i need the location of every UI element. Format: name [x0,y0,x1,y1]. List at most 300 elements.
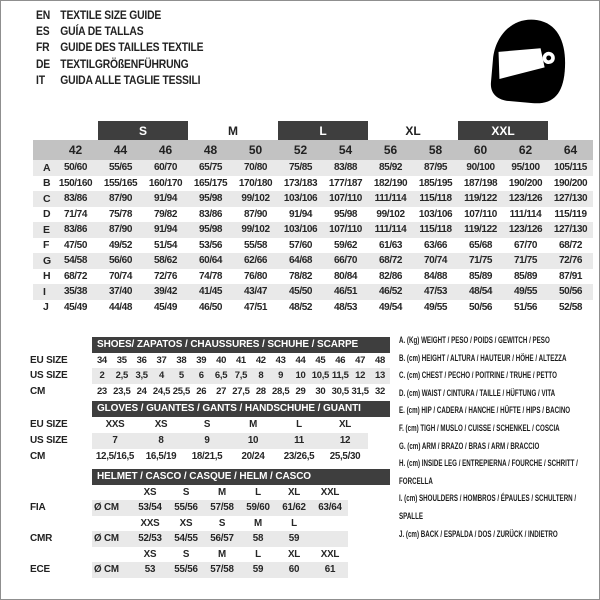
measurement-value: 71/75 [514,255,538,267]
measurement-row-label: F [43,239,50,252]
diameter-unit-label [92,547,132,563]
shoes-value: 26 [196,385,207,397]
measurement-value: 87/90 [244,208,268,220]
measurement-row [33,191,593,207]
measurement-value: 83/86 [199,208,223,220]
measurement-value: 46/51 [334,286,358,298]
helmet-value [312,516,348,532]
measurement-value: 74/78 [199,270,223,282]
numeric-size-header-row [33,140,593,160]
gloves-value: 12 [339,435,351,446]
measurement-value: 127/130 [553,224,588,236]
measurement-value: 50/56 [559,286,583,298]
measurement-value: 190/200 [553,177,588,189]
language-code: EN [36,10,51,23]
measurement-value: 75/85 [289,162,313,174]
measurement-legend [399,332,599,543]
legend-entry: G. (cm) ARM / BRAZO / BRAS / ARM / BRACCIO [399,440,540,451]
measurement-value: 41/45 [199,286,223,298]
group-spacer [548,121,593,140]
helmet-value: 61 [324,564,336,576]
shoes-value: 35 [116,354,127,366]
shoes-value: 37 [156,354,167,366]
shoes-value: 23 [96,385,107,397]
measurement-value: 123/126 [508,224,543,236]
measurement-value: 70/80 [244,162,268,174]
legend-entry: C. (cm) CHEST / PECHO / POITRINE / TRUHE / PETTO [399,370,557,381]
diameter-unit-label: Ø CM [94,533,119,545]
helmet-value: 53/54 [138,502,162,514]
measurement-value: 115/118 [419,193,452,205]
measurement-value: 190/200 [508,177,543,189]
helmet-value: XL [287,548,301,560]
measurement-value: 127/130 [553,193,588,205]
measurement-value: 79/82 [153,208,178,220]
shoes-value: 45 [315,354,326,366]
shoes-value: 47 [355,354,366,366]
helmet-value: M [218,548,226,560]
measurement-value: 107/110 [464,208,497,220]
shoes-value: 10,5 [311,370,330,382]
measurement-value: 75/78 [108,208,133,220]
measurement-value: 170/180 [238,177,273,189]
measurement-value: 47/53 [424,286,448,298]
shoes-value: 24 [136,385,147,397]
numeric-size-label: 44 [98,140,143,160]
measurement-row [33,176,593,192]
gloves-size-section [30,401,390,465]
measurement-value: 76/80 [244,270,268,282]
title-spacer [30,401,92,417]
gloves-value: XL [339,419,351,430]
measurement-value: 95/98 [199,224,223,236]
measurement-value: 53/56 [199,239,223,251]
language-code: ES [36,26,50,39]
measurement-value: 83/86 [63,193,88,205]
measurement-value: 177/187 [328,177,363,189]
legend-entry: B. (cm) HEIGHT / ALTURA / HAUTEUR / HÖHE / ALTEZZA [399,352,567,363]
shoes-value: 38 [176,354,187,366]
helmet-value: XXL [320,548,340,560]
helmet-value: XS [143,486,157,498]
language-title-row [36,57,203,73]
row-label: EU SIZE [30,354,68,366]
measurement-row [33,238,593,254]
shoes-value: 3,5 [135,370,148,382]
measurement-value: 49/54 [379,301,403,313]
helmet-value: M [254,517,262,529]
size-group-m: M [228,123,239,138]
measurement-value: 87/90 [108,224,133,236]
measurement-value: 103/106 [283,193,318,205]
shoes-value: 44 [295,354,306,366]
measurement-value: 64/68 [289,255,313,267]
numeric-size-label: 46 [143,140,188,160]
row-label: US SIZE [30,435,68,446]
helmet-value: XXS [140,517,160,529]
helmet-row [92,500,390,516]
shoes-value: 25,5 [172,385,191,397]
helmet-value: 55/56 [174,502,198,514]
row-label: EU SIZE [30,419,68,430]
language-code: FR [36,42,50,55]
measurement-value: 115/119 [554,208,587,220]
measurement-value: 72/76 [153,270,178,282]
numeric-size-label: 42 [53,140,98,160]
helmet-table-title: HELMET / CASCO / CASQUE / HELM / CASCO [92,469,390,485]
shoes-value: 28 [255,385,266,397]
measurement-row [33,222,593,238]
standard-label [30,485,92,501]
measurement-value: 55/58 [244,239,268,251]
measurement-value: 82/86 [379,270,403,282]
size-group-xl: XL [405,123,421,138]
measurement-value: 56/60 [108,255,133,267]
shoes-value: 4 [159,370,164,382]
shoes-value: 42 [255,354,266,366]
measurement-value: 119/122 [464,193,497,205]
numeric-size-label: 50 [233,140,278,160]
helmet-row [92,531,390,547]
shoes-value: 40 [216,354,227,366]
legend-entry: E. (cm) HIP / CADERA / HANCHE / HÜFTE / HIPS / BACINO [399,405,571,416]
gloves-row [92,449,390,465]
measurement-value: 44/48 [108,301,133,313]
shoes-value: 32 [375,385,385,397]
shoes-value: 31,5 [351,385,369,397]
shoes-value: 48 [375,354,385,366]
measurement-value: 95/100 [511,162,540,174]
measurement-value: 111/114 [374,224,407,236]
measurement-row [33,207,593,223]
gloves-value: L [296,419,302,430]
numeric-size-label: 58 [413,140,458,160]
measurement-row-label: J [43,301,49,314]
helmet-row [92,516,390,532]
measurement-value: 50/60 [63,162,88,174]
measurement-value: 47/51 [244,301,268,313]
helmet-value: 56/57 [210,533,234,545]
shoes-value: 13 [375,370,385,382]
measurement-value: 115/118 [419,224,452,236]
measurement-value: 99/102 [241,224,270,236]
title-spacer [30,469,92,485]
measurement-value: 99/102 [241,193,270,205]
shoes-table-title: SHOES/ ZAPATOS / CHAUSSURES / SCHUHE / SCARPE [92,337,390,353]
numeric-size-label: 62 [503,140,548,160]
measurement-value: 85/89 [469,270,493,282]
shoes-value: 41 [235,354,246,366]
measurement-row [33,253,593,269]
measurement-value: 70/74 [424,255,448,267]
measurement-value: 49/55 [424,301,448,313]
measurement-value: 160/170 [148,177,183,189]
row-label: CM [30,385,46,397]
shoes-value: 28,5 [272,385,290,397]
measurement-value: 72/76 [559,255,583,267]
gloves-value: 25,5/30 [329,451,361,462]
helmet-row [92,562,390,578]
measurement-value: 55/65 [108,162,133,174]
standard-label [30,516,92,532]
measurement-value: 46/50 [199,301,223,313]
measurement-value: 39/42 [153,286,178,298]
shoes-value: 30,5 [331,385,349,397]
standard-label: ECE [30,564,50,576]
helmet-size-section [30,469,390,578]
shoes-size-section [30,337,390,399]
gloves-value: 20/24 [241,451,265,462]
language-code: DE [36,58,51,71]
measurement-value: 105/115 [554,162,587,174]
language-title: GUIDA ALLE TAGLIE TESSILI [60,74,201,87]
measurement-value: 59/62 [334,239,358,251]
row-label: CM [30,451,46,462]
measurement-value: 103/106 [418,208,453,220]
language-title: GUIDE DES TAILLES TEXTILE [60,42,204,55]
helmet-icon [487,17,569,105]
legend-entry: I. (cm) SHOULDERS / HOMBROS / ÉPAULES / SCHULTERN / SPALLE [399,493,577,521]
measurement-value: 66/70 [334,255,358,267]
diameter-unit-label: Ø CM [94,502,119,514]
shoes-value: 12 [355,370,366,382]
measurement-value: 35/38 [63,286,88,298]
shoes-value: 7,5 [234,370,248,382]
shoes-value: 27,5 [232,385,250,397]
standard-label: FIA [30,502,46,514]
helmet-value: S [182,486,190,498]
measurement-row-label: H [43,270,51,283]
measurement-value: 91/94 [153,193,178,205]
measurement-row [33,284,593,300]
gloves-table [92,401,390,465]
helmet-value: 60 [288,564,300,576]
shoes-table [92,337,390,399]
gloves-value: 7 [112,435,118,446]
numeric-size-label: 48 [188,140,233,160]
shoes-value: 9 [278,370,284,382]
measurement-value: 78/82 [289,270,313,282]
language-title: GUÍA DE TALLAS [60,26,144,39]
size-group-l: L [278,121,368,140]
diameter-unit-label [92,485,132,501]
helmet-value: 59/60 [246,502,270,514]
shoes-row-labels [30,337,92,399]
numeric-size-label: 64 [548,140,593,160]
helmet-value: 55/56 [174,564,198,576]
legend-entry: A. (Kg) WEIGHT / PESO / POIDS / GEWITCH / PESO [399,335,550,345]
size-header-spacer [33,140,53,160]
helmet-value: 58 [252,533,264,545]
measurement-value: 150/160 [58,177,93,189]
measurement-value: 46/52 [379,286,403,298]
gloves-row [92,433,390,449]
helmet-value: S [218,517,226,529]
measurement-value: 57/60 [289,239,313,251]
shoes-row [92,384,390,400]
language-title-row [36,40,203,56]
gloves-value: XS [154,419,168,430]
measurement-value: 111/114 [509,208,542,220]
gloves-value: 12,5/16,5 [95,451,135,462]
measurement-value: 51/56 [514,301,538,313]
measurement-row [33,160,593,176]
shoes-value: 8 [258,370,264,382]
helmet-value: 57/58 [210,564,234,576]
measurement-value: 87/90 [108,193,133,205]
measurement-row-label: E [43,223,51,236]
language-title-row [36,8,203,24]
shoes-value: 34 [96,354,107,366]
helmet-value: 57/58 [210,502,234,514]
numeric-size-label: 52 [278,140,323,160]
gloves-value: S [203,419,211,430]
gloves-table-title: GLOVES / GUANTES / GANTS / HANDSCHUHE / GUANTI [92,401,390,417]
measurement-value: 61/63 [379,239,403,251]
legend-entry: J. (cm) BACK / ESPALDA / DOS / ZURÜCK / INDIETRO [399,528,558,539]
measurement-value: 48/54 [469,286,493,298]
helmet-row-labels [30,469,92,578]
gloves-value: 8 [158,435,164,446]
measurement-value: 87/91 [559,270,583,282]
size-group-s: S [98,121,188,140]
measurement-row-label: I [43,285,46,298]
helmet-table [92,469,390,578]
measurement-value: 155/165 [103,177,138,189]
measurement-value: 85/89 [514,270,538,282]
legend-entry: D. (cm) WAIST / CINTURA / TAILLE / HÜFTUNG / VITA [399,387,556,398]
measurement-row-label: G [43,254,52,267]
measurement-value: 119/122 [464,224,497,236]
measurement-value: 49/55 [514,286,538,298]
measurement-value: 45/50 [289,286,313,298]
measurement-value: 58/62 [153,255,178,267]
measurement-value: 60/64 [199,255,223,267]
size-group-xxl: XXL [458,121,548,140]
measurement-value: 48/52 [289,301,313,313]
shoes-value: 27 [216,385,227,397]
helmet-value: 59 [252,564,264,576]
measurement-value: 107/110 [329,224,362,236]
measurement-value: 91/94 [153,224,178,236]
helmet-value: 54/55 [174,533,198,545]
shoes-value: 39 [196,354,207,366]
helmet-value: M [218,486,226,498]
measurement-value: 71/75 [469,255,493,267]
language-code: IT [36,74,45,87]
measurement-rows [33,160,593,315]
row-label: US SIZE [30,370,68,382]
gloves-value: 16,5/19 [145,451,177,462]
measurement-value: 62/66 [244,255,268,267]
language-title-list [36,8,203,89]
measurement-value: 182/190 [373,177,408,189]
helmet-value: 52/53 [138,533,162,545]
measurement-value: 84/88 [424,270,448,282]
measurement-value: 71/74 [63,208,88,220]
measurement-row [33,269,593,285]
measurement-value: 83/86 [63,224,88,236]
gloves-row-labels [30,401,92,465]
measurement-value: 95/98 [199,193,223,205]
measurement-row-label: B [43,177,51,190]
measurement-value: 185/195 [418,177,453,189]
diameter-unit-label: Ø CM [94,564,119,576]
helmet-value: 53 [144,564,156,576]
helmet-value: L [255,486,261,498]
shoes-value: 2 [99,370,105,382]
measurement-value: 99/102 [376,208,405,220]
helmet-value: 63/64 [318,502,342,514]
shoes-value: 30 [315,385,326,397]
measurement-value: 87/95 [424,162,448,174]
shoes-value: 46 [335,354,346,366]
measurement-value: 51/54 [153,239,178,251]
helmet-row [92,485,390,501]
helmet-value: 59 [288,533,300,545]
language-title-row [36,24,203,40]
measurement-value: 90/100 [466,162,495,174]
language-title-row [36,73,203,89]
measurement-value: 187/198 [463,177,498,189]
shoes-value: 5 [178,370,184,382]
measurement-value: 47/50 [63,239,88,251]
measurement-value: 65/75 [199,162,223,174]
size-group-header-row [33,121,593,140]
measurement-row [33,300,593,316]
measurement-value: 95/98 [334,208,358,220]
measurement-value: 85/92 [379,162,403,174]
helmet-value: XS [179,517,193,529]
measurement-value: 111/114 [374,193,407,205]
helmet-value: S [182,548,190,560]
shoes-value: 6 [198,370,204,382]
group-spacer [33,121,98,140]
gloves-value: 9 [204,435,210,446]
measurement-value: 49/52 [108,239,133,251]
numeric-size-label: 56 [368,140,413,160]
measurement-value: 70/74 [108,270,133,282]
language-title: TEXTILE SIZE GUIDE [60,10,162,23]
shoes-value: 11,5 [331,370,349,382]
numeric-size-label: 60 [458,140,503,160]
shoes-value: 24,5 [152,385,171,397]
language-title: TEXTILGRÖßENFÜHRUNG [60,58,189,71]
shoes-value: 36 [136,354,147,366]
legend-entry: F. (cm) TIGH / MUSLO / CUISSE / SCHENKEL / COSCIA [399,422,560,433]
measurement-value: 48/53 [334,301,358,313]
measurement-value: 68/72 [63,270,88,282]
measurement-value: 173/183 [283,177,318,189]
measurement-value: 67/70 [514,239,538,251]
measurement-value: 37/40 [108,286,133,298]
measurement-value: 54/58 [63,255,88,267]
measurement-value: 103/106 [283,224,318,236]
shoes-row [92,353,390,369]
standard-label: CMR [30,533,53,545]
measurement-value: 45/49 [63,301,88,313]
measurement-value: 45/49 [153,301,178,313]
gloves-value: XXS [105,419,125,430]
measurement-row-label: D [43,208,51,221]
helmet-value: XS [143,548,157,560]
measurement-value: 43/47 [244,286,268,298]
shoes-value: 43 [275,354,286,366]
helmet-value: 61/62 [282,502,306,514]
gloves-value: 10 [247,435,259,446]
textile-size-table [33,121,593,315]
gloves-value: M [249,419,257,430]
